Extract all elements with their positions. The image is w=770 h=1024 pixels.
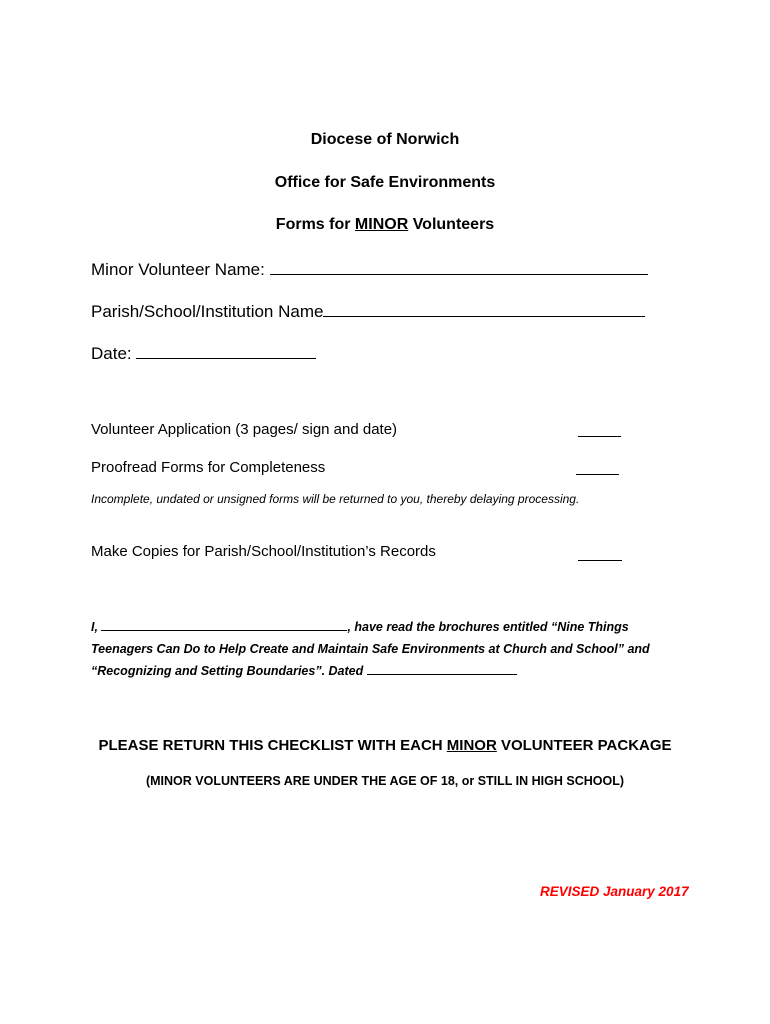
revised-date: [540, 884, 689, 899]
age-note: [0, 774, 770, 788]
date-field: [91, 341, 316, 364]
incomplete-note-text: Incomplete, undated or unsigned forms will be returned to you, thereby delaying processing.: [91, 492, 580, 506]
parish-name-field: [91, 299, 645, 322]
forms-title: [0, 216, 770, 234]
ack-name-blank[interactable]: [101, 618, 347, 631]
minor-name-label: Minor Volunteer Name:: [91, 260, 265, 279]
minor-name-field: [91, 257, 648, 280]
checklist-item-application: [91, 421, 397, 438]
diocese-title: [0, 131, 770, 149]
ack-date-blank[interactable]: [367, 662, 517, 675]
checklist-item-label: Volunteer Application (3 pages/ sign and date): [91, 421, 398, 438]
checklist-item-proofread: [91, 459, 325, 476]
age-note-text: (MINOR VOLUNTEERS ARE UNDER THE AGE OF 18, or STILL IN HIGH SCHOOL): [145, 774, 625, 788]
incomplete-note: [91, 492, 579, 506]
parish-name-label: Parish/School/Institution Name: [91, 302, 324, 321]
forms-prefix: Forms for: [275, 216, 355, 233]
date-label: Date:: [91, 344, 132, 363]
return-instruction: [0, 737, 770, 754]
checklist-item-label: Proofread Forms for Completeness: [91, 459, 326, 476]
ack-prefix: I,: [91, 620, 98, 634]
forms-emph: MINOR: [354, 216, 409, 233]
acknowledgment-statement: [91, 616, 701, 682]
ack-line3-text: “Recognizing and Setting Boundaries”. Dated: [91, 664, 364, 678]
return-suffix: VOLUNTEER PACKAGE: [496, 737, 672, 754]
minor-name-blank[interactable]: [270, 257, 648, 275]
ack-line-3: [91, 660, 701, 682]
checklist-blank-application[interactable]: [578, 436, 621, 437]
forms-suffix: Volunteers: [408, 216, 495, 233]
office-title: [0, 174, 770, 192]
checklist-blank-proofread[interactable]: [576, 474, 619, 475]
checklist-item-copies: [91, 543, 436, 560]
ack-part1: , have read the brochures entitled “Nine Things: [347, 620, 629, 634]
checklist-blank-copies[interactable]: [578, 560, 622, 561]
office-text: Office for Safe Environments: [274, 174, 496, 191]
return-emph: MINOR: [446, 737, 497, 754]
return-prefix: PLEASE RETURN THIS CHECKLIST WITH EACH: [98, 737, 447, 754]
ack-line-2: Teenagers Can Do to Help Create and Maintain Safe Environments at Church and School” and: [91, 642, 650, 656]
diocese-text: Diocese of Norwich: [310, 131, 460, 148]
date-blank[interactable]: [136, 341, 316, 359]
ack-line-1: [91, 616, 701, 638]
revised-text: REVISED January 2017: [540, 884, 689, 899]
checklist-item-label: Make Copies for Parish/School/Institution’s Records: [91, 543, 436, 560]
parish-name-blank[interactable]: [323, 299, 645, 317]
